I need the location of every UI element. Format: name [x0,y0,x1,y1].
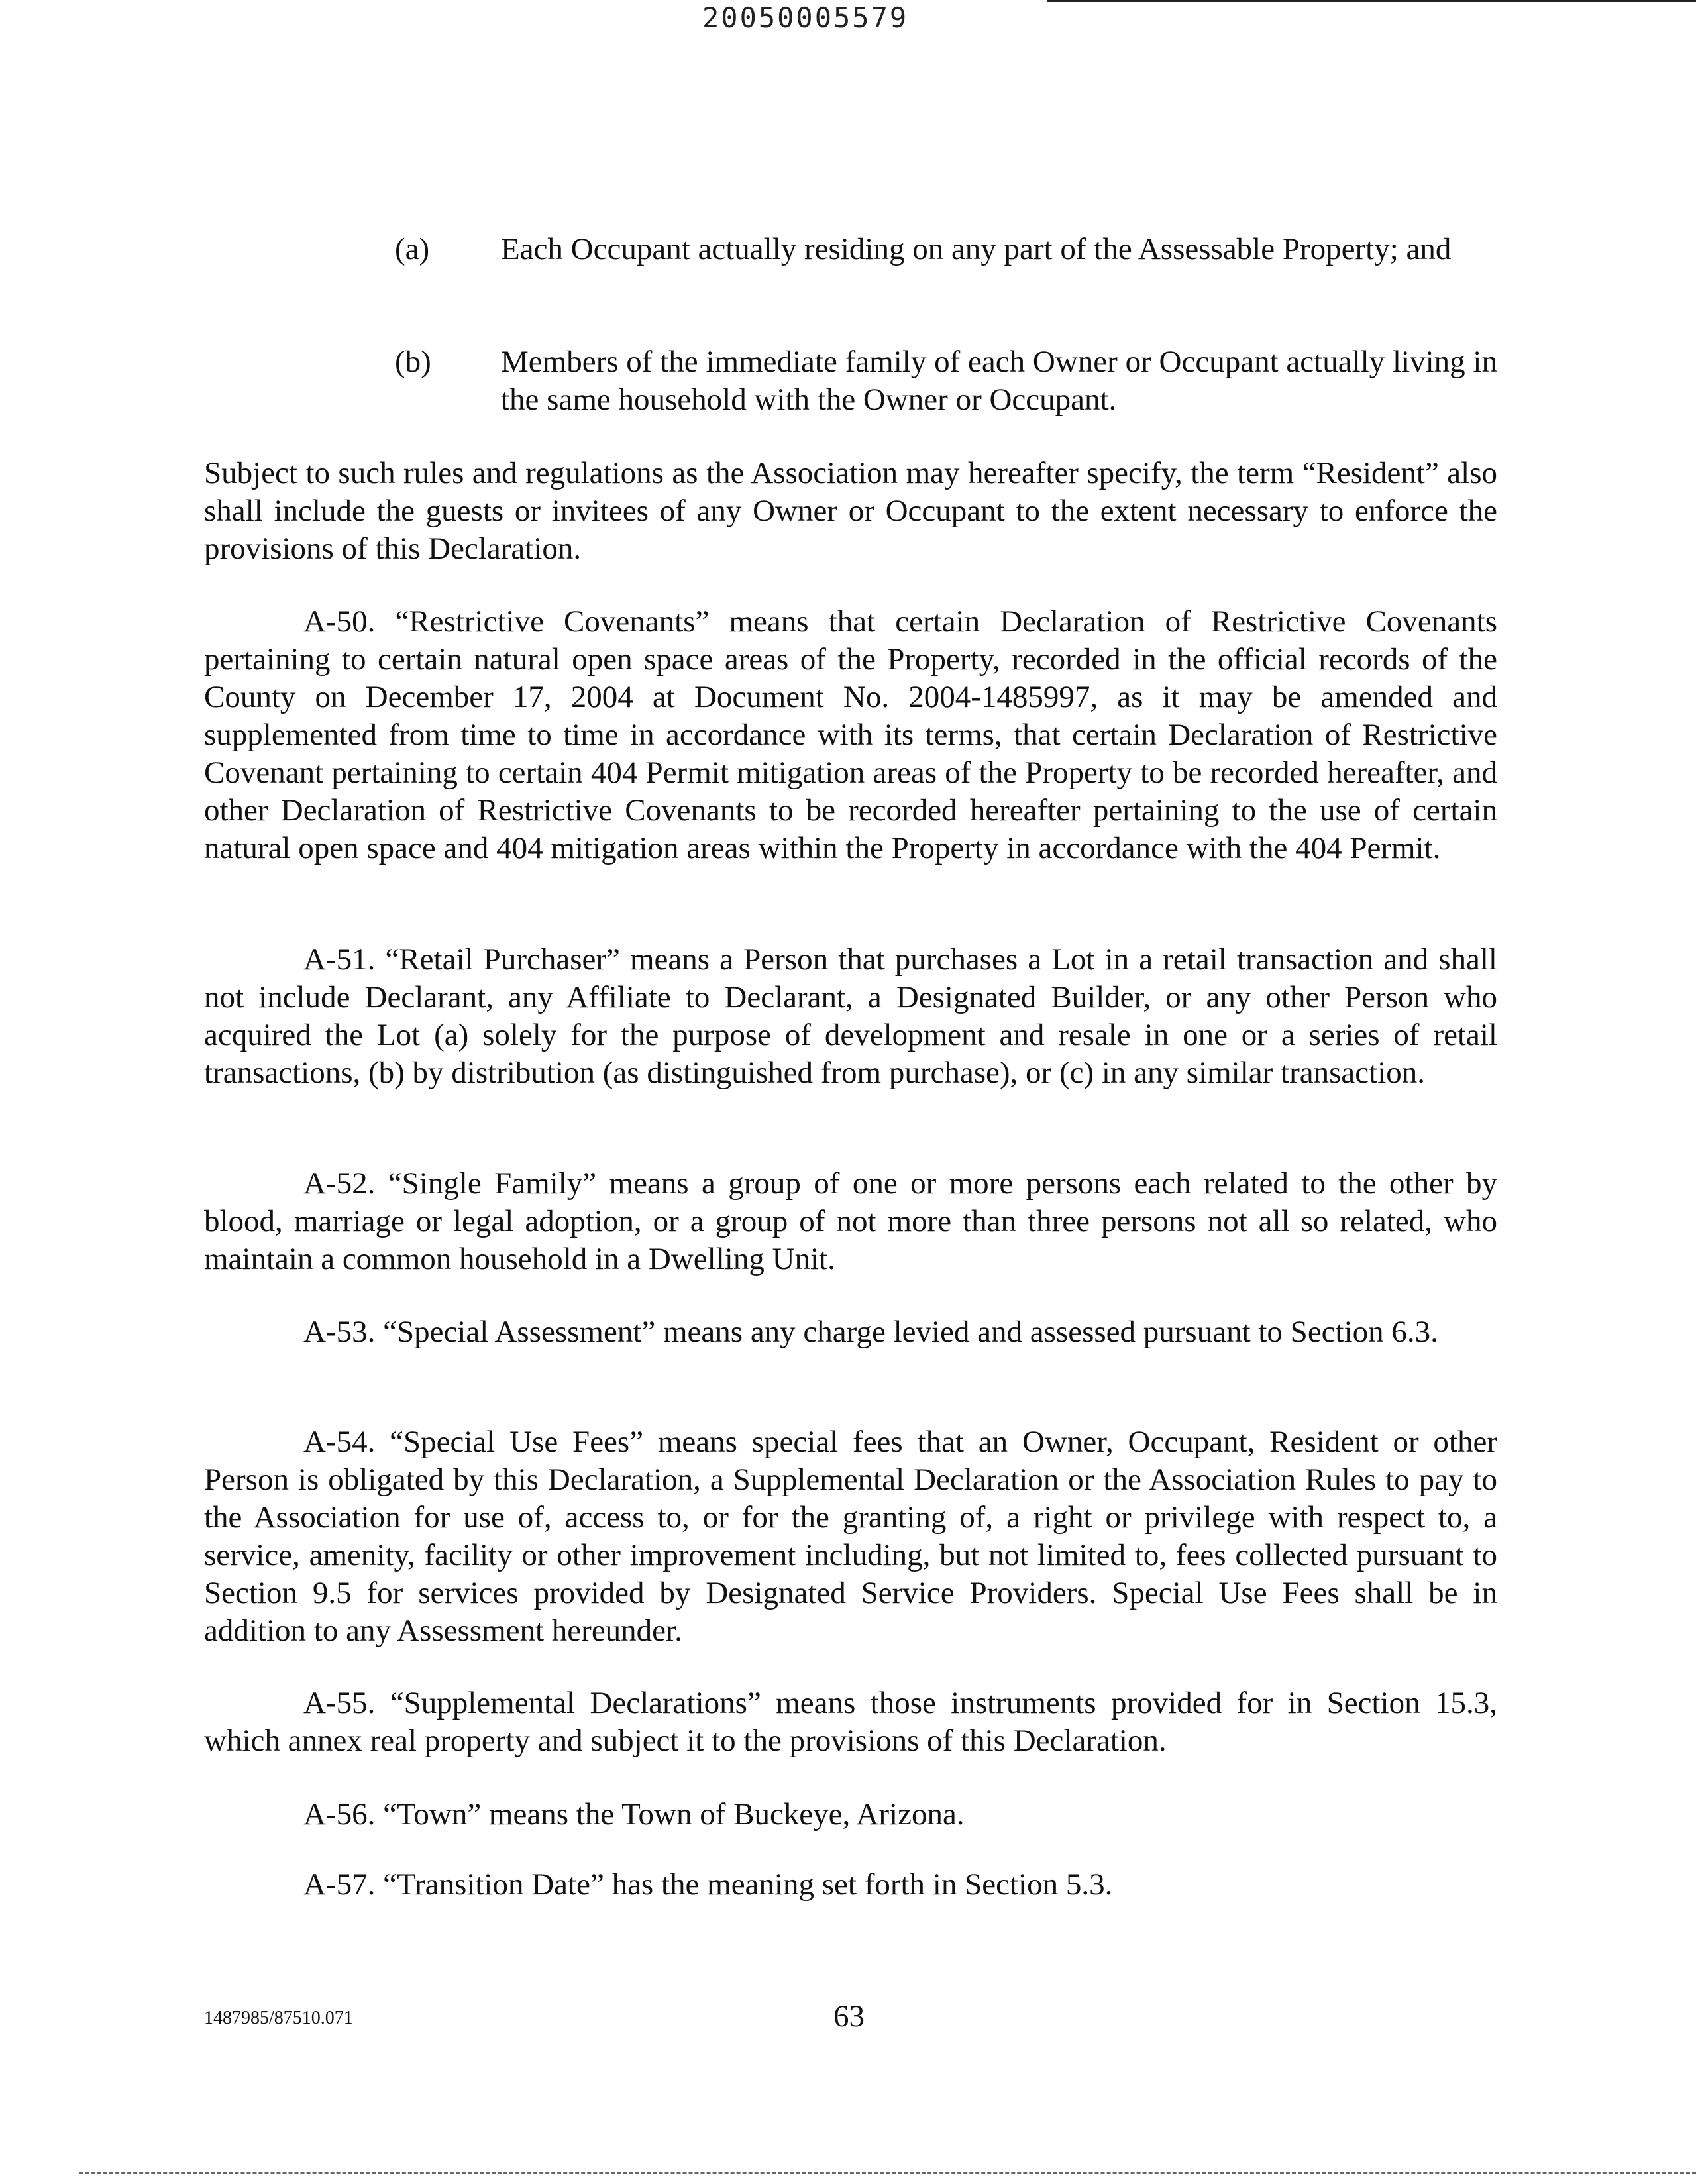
list-item-text: Each Occupant actually residing on any part of the Assessable Property; and [501,232,1452,266]
bottom-scan-rule [80,2172,1696,2174]
list-item-text: Members of the immediate family of each Owner or Occupant actually living in the same household with the Owner or Occupant. [501,345,1497,417]
definition-a-51: A-51. “Retail Purchaser” means a Person that purchases a Lot in a retail transaction and shall not include Declarant, any Affiliate to Declarant, a Designated Builder, or any other Person who acquired the Lot (a) solely for the purpose of development and resale in one or a series of retail transactions, (b) by distribution (as distinguished from purchase), or (c) in any similar transaction. [204,942,1497,1090]
page-number: 63 [833,1999,865,2034]
definition-a-50: A-50. “Restrictive Covenants” means that certain Declaration of Restrictive Covenants pertaining to certain natural open space areas of the Property, recorded in the official records of the County on December 17, 2004 at Document No. 2004-1485997, as it may be amended and supplemented from time to time in accordance with its terms, that certain Declaration of Restrictive Covenant pertaining to certain 404 Permit mitigation areas of the Property to be recorded hereafter, and other Declaration of Restrictive Covenants to be recorded hereafter pertaining to the use of certain natural open space and 404 mitigation areas within the Property in accordance with the 404 Permit. [204,604,1497,865]
definition-a-53: A-53. “Special Assessment” means any charge levied and assessed pursuant to Section 6.3. [303,1315,1438,1349]
list-item-marker: (b) [395,345,431,379]
resident-definition-continuation: Subject to such rules and regulations as the Association may hereafter specify, the term “Resident” also shall include the guests or invitees of any Owner or Occupant to the extent necessary to enforce the provisions of this Declaration. [204,456,1497,566]
list-item-marker: (a) [395,232,430,266]
definition-a-54: A-54. “Special Use Fees” means special fees that an Owner, Occupant, Resident or other Person is obligated by this Declaration, a Supplemental Declaration or the Association Rules to pay to the Association for use of, access to, or for the granting of, a right or privilege with respect to, a service, amenity, facility or other improvement including, but not limited to, fees collected pursuant to Section 9.5 for services provided by Designated Service Providers. Special Use Fees shall be in addition to any Assessment hereunder. [204,1425,1497,1648]
definition-a-52: A-52. “Single Family” means a group of one or more persons each related to the other by blood, marriage or legal adoption, or a group of not more than three persons not all so related, who maintain a common household in a Dwelling Unit. [204,1166,1497,1276]
definition-a-56: A-56. “Town” means the Town of Buckeye, Arizona. [303,1797,965,1831]
list-item-a [395,231,1497,268]
definition-a-55: A-55. “Supplemental Declarations” means those instruments provided for in Section 15.3, which annex real property and subject it to the provisions of this Declaration. [204,1686,1497,1758]
header-rule [1047,0,1696,2]
document-recording-number: 20050005579 [702,1,909,34]
list-item-b [395,343,1497,419]
definition-a-57: A-57. “Transition Date” has the meaning set forth in Section 5.3. [303,1867,1113,1902]
footer-document-reference: 1487985/87510.071 [204,2008,353,2028]
